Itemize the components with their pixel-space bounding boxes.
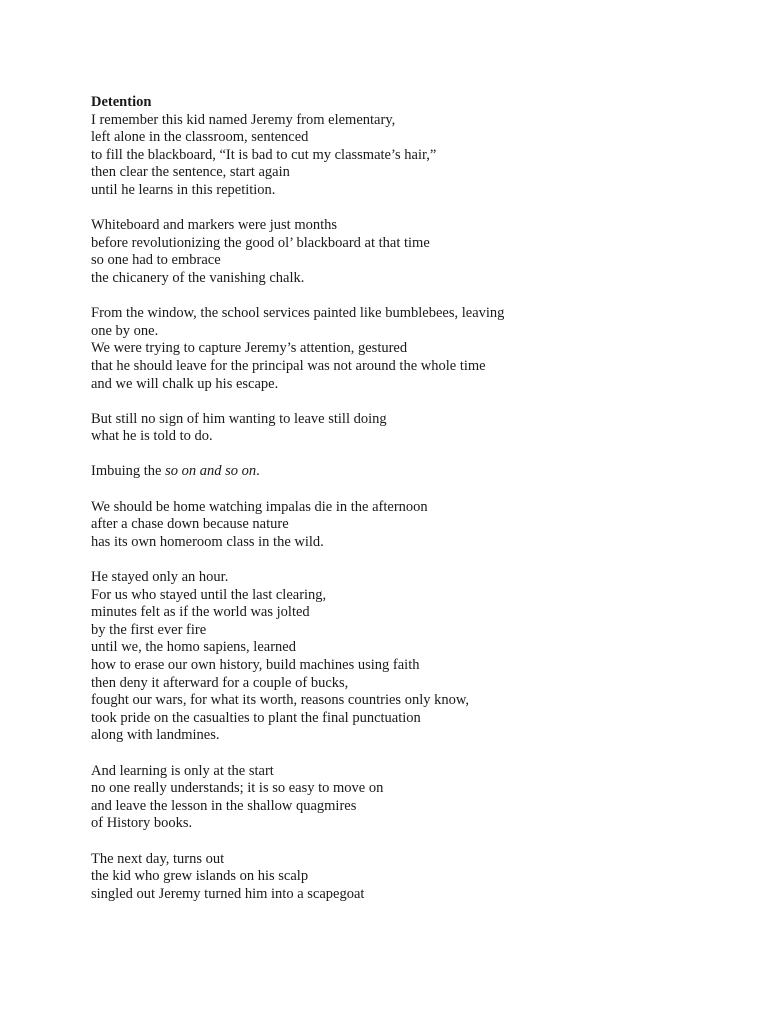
poem-line: until we, the homo sapiens, learned [91,639,296,656]
stanza-8 [91,763,731,833]
poem-line: no one really understands; it is so easy to move on [91,780,384,797]
poem-line: the kid who grew islands on his scalp [91,868,309,885]
poem-line: has its own homeroom class in the wild. [91,533,324,550]
poem-line: But still no sign of him wanting to leave still doing [91,410,387,427]
stanza-4 [91,411,731,446]
poem-line [91,463,731,481]
poem-line: after a chase down because nature [91,516,289,533]
poem-line: and we will chalk up his escape. [91,375,279,392]
poem-line: how to erase our own history, build machines using faith [91,657,420,673]
poem-line: I remember this kid named Jeremy from elementary, [91,111,396,128]
imbuing-suffix: . [256,463,260,480]
imbuing-italic: so on and so on [165,463,257,480]
stanza-7 [91,569,731,745]
stanza-2 [91,217,731,287]
poem-line: The next day, turns out [91,850,225,867]
stanza-9 [91,851,731,904]
poem-line: We were trying to capture Jeremy’s attention, gestured [91,340,408,357]
stanza-5 [91,463,731,481]
poem-line: singled out Jeremy turned him into a scapegoat [91,885,365,902]
poem-line: Whiteboard and markers were just months [91,217,338,234]
poem-line: then deny it afterward for a couple of bucks, [91,674,349,691]
poem-line: along with landmines. [91,727,220,744]
poem-line: He stayed only an hour. [91,569,229,586]
poem-line: what he is told to do. [91,428,213,445]
poem-line: minutes felt as if the world was jolted [91,604,310,621]
poem-line: then clear the sentence, start again [91,164,290,181]
poem-line: And learning is only at the start [91,762,274,779]
poem-line: For us who stayed until the last clearing, [91,586,327,603]
poem-line: that he should leave for the principal was not around the whole time [91,357,486,374]
poem-line: took pride on the casualties to plant the final punctuation [91,709,421,726]
poem-line: and leave the lesson in the shallow quagmires [91,797,357,814]
poem-line: by the first ever fire [91,621,207,638]
poem-line: the chicanery of the vanishing chalk. [91,269,305,286]
poem-page [91,94,731,921]
poem-line: left alone in the classroom, sentenced [91,129,309,146]
poem-line: of History books. [91,815,193,832]
poem-line: until he learns in this repetition. [91,181,276,198]
stanza-1 [91,112,731,200]
poem-line: before revolutionizing the good ol’ blackboard at that time [91,234,430,251]
stanza-3 [91,305,731,393]
poem-line: We should be home watching impalas die in the afternoon [91,498,428,515]
poem-line: to fill the blackboard, “It is bad to cut my classmate’s hair,” [91,146,437,163]
imbuing-prefix: Imbuing the [91,463,166,480]
poem-title: Detention [91,94,152,110]
poem-line: fought our wars, for what its worth, reasons countries only know, [91,692,470,709]
stanza-6 [91,499,731,552]
poem-line: From the window, the school services painted like bumblebees, leaving [91,305,505,322]
poem-line: so one had to embrace [91,252,221,269]
poem-line: one by one. [91,322,159,339]
